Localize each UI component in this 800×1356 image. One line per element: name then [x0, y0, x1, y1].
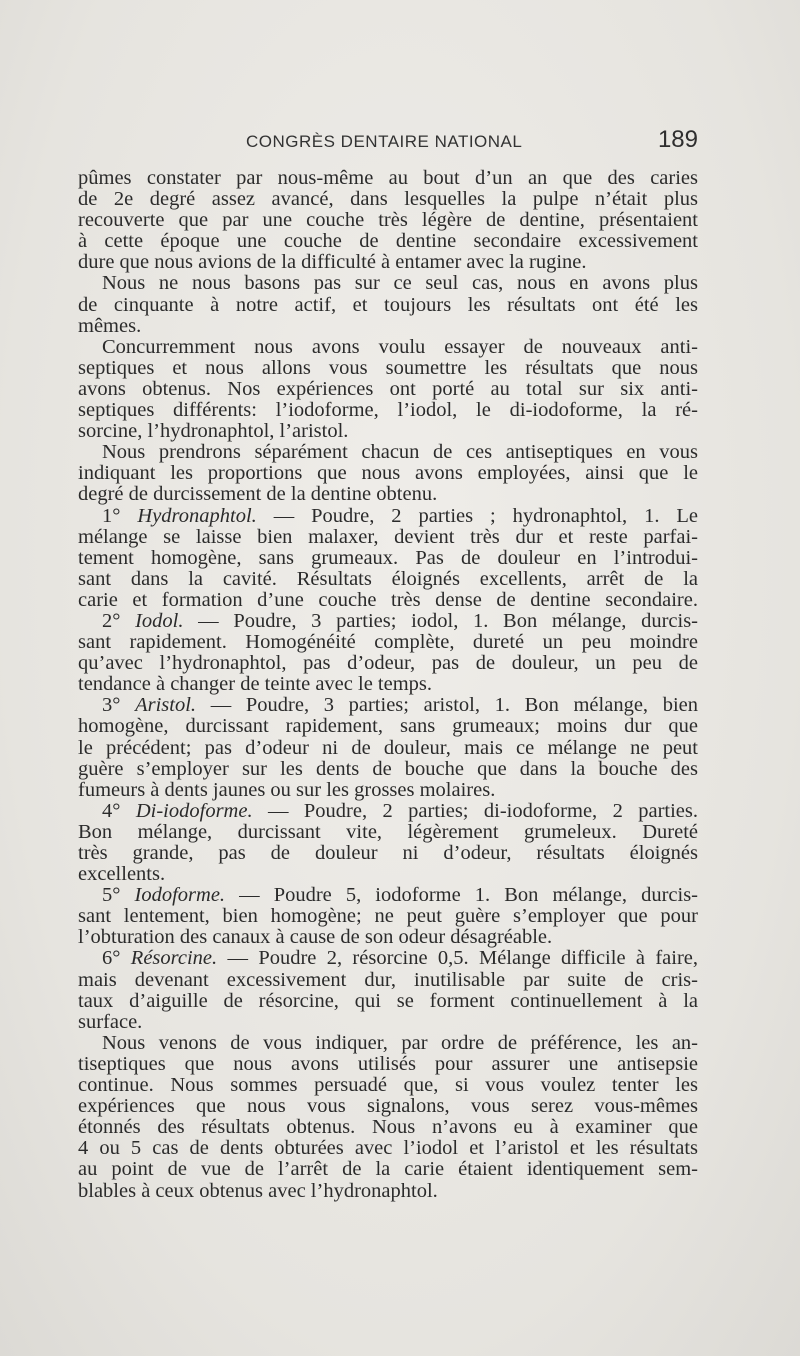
text-line: de 2e degré assez avancé, dans lesquelles la pulpe n’était plus	[78, 188, 698, 211]
page-header	[78, 128, 700, 158]
text-line	[78, 506, 698, 527]
text-line: fumeurs à dents jaunes ou sur les grosses molaires.	[78, 778, 496, 801]
antiseptic-name: Aristol.	[135, 694, 197, 717]
text-line: pûmes constater par nous-même au bout d’un an que des caries	[78, 167, 698, 189]
antiseptic-name: Di-iodoforme.	[135, 799, 253, 822]
antiseptic-name: Iodoforme.	[134, 884, 226, 907]
text-line: tendance à changer de teinte avec le temps.	[78, 673, 433, 696]
text-line: septiques différents: l’iodoforme, l’iodol, le di-iodoforme, la ré-	[78, 399, 698, 422]
text-line: indiquant les proportions que nous avons employées, ainsi que le	[78, 462, 698, 485]
text-line: blables à ceux obtenus avec l’hydronaphtol.	[78, 1179, 438, 1202]
text-line: étonnés des résultats obtenus. Nous n’avons eu à examiner que	[78, 1116, 698, 1139]
text-line: taux d’aiguille de résorcine, qui se forment continuellement à la	[78, 989, 698, 1012]
antiseptic-name: Hydronaphtol.	[137, 504, 257, 527]
text-line: qu’avec l’hydronaphtol, pas d’odeur, pas de douleur, un peu de	[78, 652, 698, 675]
line-text: — Poudre 2, résorcine 0,5. Mélange difficile à faire,	[217, 947, 698, 970]
running-title: CONGRÈS DENTAIRE NATIONAL	[246, 132, 523, 151]
list-number: 3°	[102, 694, 136, 717]
text-line: mélange se laisse bien malaxer, devient très dur et reste parfai-	[78, 525, 698, 548]
text-line	[78, 611, 698, 632]
text-line: très grande, pas de douleur ni d’odeur, résultats éloignés	[78, 842, 698, 864]
text-line: septiques et nous allons vous soumettre les résultats que nous	[78, 356, 698, 379]
page-number: 189	[657, 126, 698, 153]
text-line: mêmes.	[78, 314, 142, 337]
text-line: Nous prendrons séparément chacun de ces antiseptiques en vous	[102, 441, 698, 464]
text-line: recouverte que par une couche très légère de dentine, présentaient	[78, 209, 698, 232]
text-line: le précédent; pas d’odeur ni de douleur, mais ce mélange ne peut	[78, 736, 698, 759]
body-text	[78, 168, 698, 1202]
text-line: sorcine, l’hydronaphtol, l’aristol.	[78, 420, 349, 443]
list-number: 1°	[102, 504, 138, 527]
text-line: guère s’employer sur les dents de bouche que dans la bouche des	[78, 757, 698, 780]
text-line: Nous ne nous basons pas sur ce seul cas, nous en avons plus	[102, 272, 698, 295]
text-line: sant rapidement. Homogénéité complète, dureté un peu moindre	[78, 631, 698, 654]
text-line	[78, 885, 698, 906]
text-line: tiseptiques que nous avons utilisés pour assurer une antisepsie	[78, 1052, 698, 1075]
text-line: homogène, durcissant rapidement, sans grumeaux; moins dur que	[78, 715, 698, 738]
line-text: — Poudre, 2 parties ; hydronaphtol, 1. Le	[256, 504, 698, 527]
text-line: Nous venons de vous indiquer, par ordre de préférence, les an-	[102, 1031, 698, 1054]
text-line: avons obtenus. Nos expériences ont porté au total sur six anti-	[78, 377, 698, 400]
text-line: expériences que nous vous signalons, vous serez vous-mêmes	[78, 1095, 698, 1118]
text-line: mais devenant excessivement dur, inutilisable par suite de cris-	[78, 968, 698, 991]
antiseptic-name: Iodol.	[135, 609, 184, 632]
text-line: continue. Nous sommes persuadé que, si vous voulez tenter les	[78, 1074, 698, 1097]
text-line: sant lentement, bien homogène; ne peut guère s’employer que pour	[78, 905, 698, 928]
list-number: 2°	[102, 609, 136, 632]
text-line: sant dans la cavité. Résultats éloignés excellents, arrêt de la	[78, 567, 698, 590]
text-line: carie et formation d’une couche très dense de dentine secondaire.	[78, 588, 698, 611]
list-number: 4°	[102, 799, 136, 822]
line-text: — Poudre, 2 parties; di-iodoforme, 2 parties.	[252, 799, 698, 822]
line-text: — Poudre 5, iodoforme 1. Bon mélange, durcis-	[225, 884, 698, 907]
text-line: surface.	[78, 1010, 143, 1033]
text-line: de cinquante à notre actif, et toujours les résultats ont été les	[78, 293, 698, 316]
text-line: dure que nous avions de la difficulté à entamer avec la rugine.	[78, 251, 587, 274]
text-line: excellents.	[78, 863, 166, 886]
line-text: — Poudre, 3 parties; aristol, 1. Bon mélange, bien	[196, 694, 699, 717]
text-line: tement homogène, sans grumeaux. Pas de douleur en l’introdui-	[78, 546, 698, 569]
antiseptic-name: Résorcine.	[130, 947, 218, 970]
text-line: Bon mélange, durcissant vite, légèrement grumeleux. Dureté	[78, 820, 698, 843]
text-line: au point de vue de l’arrêt de la carie étaient identiquement sem-	[78, 1158, 698, 1181]
text-line	[78, 948, 698, 969]
line-text: — Poudre, 3 parties; iodol, 1. Bon mélange, durcis-	[183, 609, 699, 632]
text-line: à cette époque une couche de dentine secondaire excessivement	[78, 230, 698, 253]
text-line: degré de durcissement de la dentine obtenu.	[78, 483, 438, 506]
text-line: Concurremment nous avons voulu essayer de nouveaux anti-	[102, 335, 698, 358]
list-number: 5°	[102, 884, 135, 907]
text-line: 4 ou 5 cas de dents obturées avec l’iodol et l’aristol et les résultats	[78, 1137, 698, 1160]
text-line: l’obturation des canaux à cause de son odeur désagréable.	[78, 926, 553, 949]
text-line	[78, 695, 698, 716]
list-number: 6°	[102, 947, 131, 970]
text-line	[78, 801, 698, 822]
